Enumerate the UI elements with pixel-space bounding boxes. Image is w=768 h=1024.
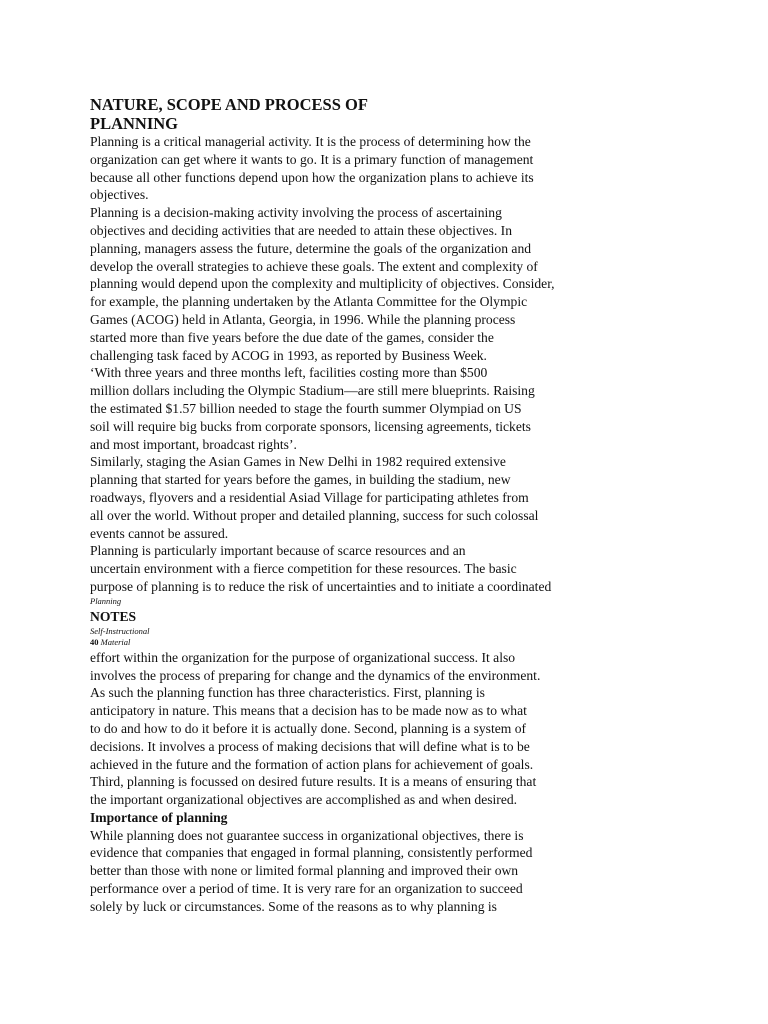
text-line: because all other functions depend upon how the organization plans to achieve its bbox=[90, 169, 534, 185]
body-text-final bbox=[90, 827, 620, 916]
title-line-1: NATURE, SCOPE AND PROCESS OF bbox=[90, 95, 368, 114]
text-line: planning, managers assess the future, determine the goals of the organization and bbox=[90, 240, 532, 256]
page-footer bbox=[90, 637, 620, 648]
text-line: the important organizational objectives are accomplished as and when desired. bbox=[90, 792, 518, 808]
text-line: solely by luck or circumstances. Some of the reasons as to why planning is bbox=[90, 898, 497, 914]
paragraph bbox=[90, 204, 620, 364]
text-line: events cannot be assured. bbox=[90, 525, 229, 541]
text-line: organization can get where it wants to go. It is a primary function of management bbox=[90, 151, 534, 167]
text-line: effort within the organization for the purpose of organizational success. It also bbox=[90, 649, 516, 665]
text-line: evidence that companies that engaged in formal planning, consistently performed bbox=[90, 845, 533, 861]
text-line: all over the world. Without proper and detailed planning, success for such colossal bbox=[90, 507, 539, 523]
paragraph bbox=[90, 827, 620, 916]
paragraph bbox=[90, 542, 620, 595]
body-text-bottom bbox=[90, 649, 620, 809]
running-head-planning: Planning bbox=[90, 595, 122, 606]
text-line: While planning does not guarantee success in organizational objectives, there is bbox=[90, 827, 524, 843]
body-text-top bbox=[90, 133, 620, 596]
text-line: soil will require big bucks from corporate sponsors, licensing agreements, tickets bbox=[90, 418, 531, 434]
text-line: achieved in the future and the formation of action plans for achievement of goals. bbox=[90, 756, 534, 772]
text-line: and most important, broadcast rights’. bbox=[90, 436, 297, 452]
text-line: ‘With three years and three months left, facilities costing more than $500 bbox=[90, 365, 488, 381]
text-line: to do and how to do it before it is actually done. Second, planning is a system of bbox=[90, 720, 527, 736]
text-line: Similarly, staging the Asian Games in New Delhi in 1982 required extensive bbox=[90, 454, 506, 470]
self-instructional-label: Self-Instructional bbox=[90, 625, 150, 636]
text-line: decisions. It involves a process of making decisions that will define what is to be bbox=[90, 738, 530, 754]
notes-label: NOTES bbox=[90, 608, 137, 624]
section-heading: Importance of planning bbox=[90, 809, 228, 825]
text-line: challenging task faced by ACOG in 1993, as reported by Business Week. bbox=[90, 347, 487, 363]
paragraph bbox=[90, 364, 620, 453]
text-line: Planning is particularly important because of scarce resources and an bbox=[90, 543, 466, 559]
text-line: planning would depend upon the complexity and multiplicity of objectives. Consider, bbox=[90, 276, 555, 292]
margin-notes bbox=[90, 596, 620, 648]
text-line: develop the overall strategies to achieve these goals. The extent and complexity of bbox=[90, 258, 538, 274]
paragraph bbox=[90, 649, 620, 809]
paragraph bbox=[90, 453, 620, 542]
paragraph bbox=[90, 133, 620, 204]
text-line: Planning is a critical managerial activity. It is the process of determining how the bbox=[90, 134, 531, 149]
text-line: uncertain environment with a fierce competition for these resources. The basic bbox=[90, 561, 517, 577]
document-title bbox=[90, 95, 620, 133]
text-line: involves the process of preparing for change and the dynamics of the environment. bbox=[90, 667, 541, 683]
text-line: objectives and deciding activities that are needed to attain these objectives. In bbox=[90, 222, 513, 238]
text-line: purpose of planning is to reduce the risk of uncertainties and to initiate a coordinated bbox=[90, 578, 552, 594]
document-page bbox=[90, 95, 620, 916]
text-line: better than those with none or limited formal planning and improved their own bbox=[90, 863, 519, 879]
text-line: Third, planning is focussed on desired future results. It is a means of ensuring that bbox=[90, 774, 537, 790]
text-line: million dollars including the Olympic Stadium—are still mere blueprints. Raising bbox=[90, 383, 535, 399]
title-line-2: PLANNING bbox=[90, 114, 179, 133]
page-number: 40 bbox=[90, 636, 99, 647]
text-line: anticipatory in nature. This means that a decision has to be made now as to what bbox=[90, 703, 527, 719]
text-line: As such the planning function has three characteristics. First, planning is bbox=[90, 685, 485, 701]
text-line: Games (ACOG) held in Atlanta, Georgia, in 1996. While the planning process bbox=[90, 311, 516, 327]
material-label: Material bbox=[100, 636, 131, 647]
text-line: performance over a period of time. It is very rare for an organization to succeed bbox=[90, 881, 523, 897]
text-line: Planning is a decision-making activity involving the process of ascertaining bbox=[90, 205, 502, 221]
text-line: the estimated $1.57 billion needed to stage the fourth summer Olympiad on US bbox=[90, 400, 522, 416]
text-line: roadways, flyovers and a residential Asiad Village for participating athletes from bbox=[90, 489, 529, 505]
text-line: objectives. bbox=[90, 187, 149, 203]
text-line: started more than five years before the due date of the games, consider the bbox=[90, 329, 494, 345]
text-line: planning that started for years before the games, in building the stadium, new bbox=[90, 472, 511, 488]
text-line: for example, the planning undertaken by the Atlanta Committee for the Olympic bbox=[90, 294, 528, 310]
